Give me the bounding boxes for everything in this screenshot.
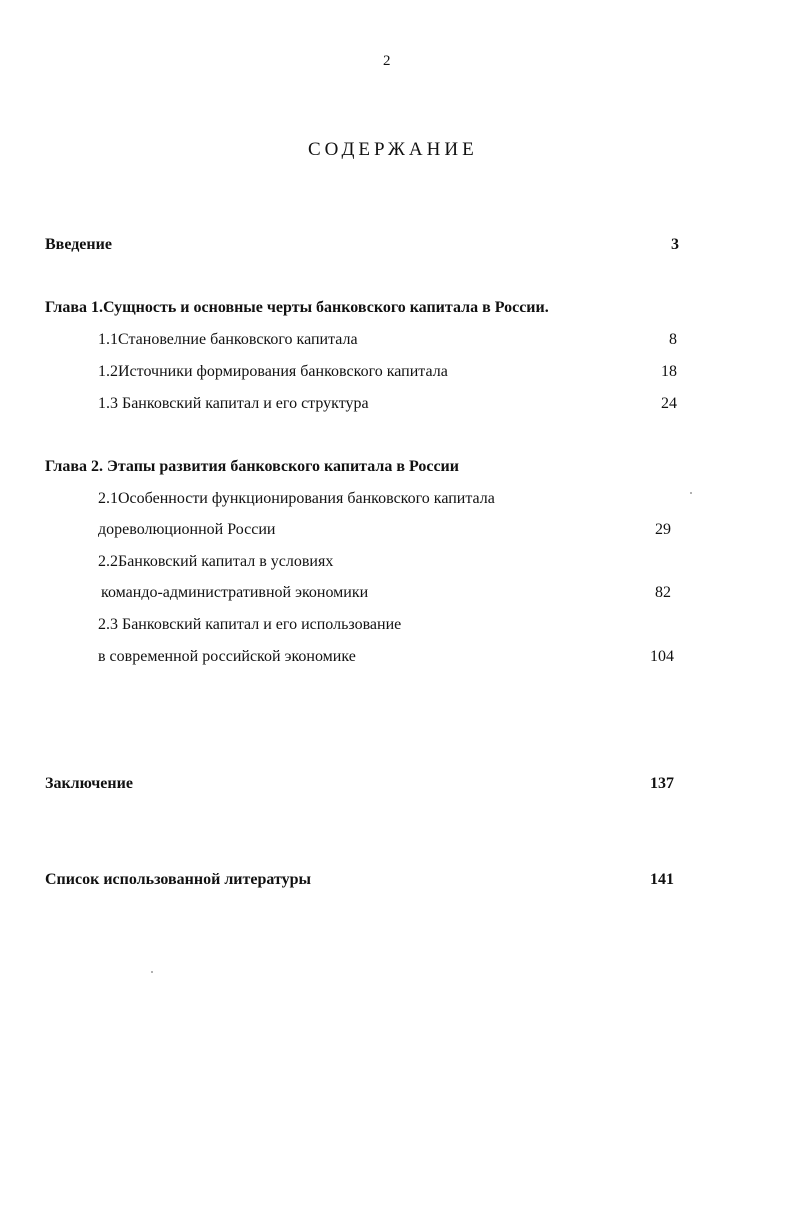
toc-conclusion-page: 137 xyxy=(650,775,674,792)
toc-intro-page: 3 xyxy=(671,236,679,253)
toc-section-2-2-page: 82 xyxy=(655,584,671,601)
scan-speck xyxy=(690,492,692,494)
toc-section-2-1-line2: дореволюционной России xyxy=(98,521,276,538)
toc-section-2-2-line2: командо-административной экономики xyxy=(101,584,369,601)
toc-bibliography-label: Список использованной литературы xyxy=(45,871,311,888)
toc-section-1-3-label: 1.3 Банковский капитал и его структура xyxy=(98,395,369,412)
page-number: 2 xyxy=(383,53,391,69)
toc-section-2-3-line1: 2.3 Банковский капитал и его использование xyxy=(98,616,402,633)
toc-section-2-1-line1: 2.1Особенности функционирования банковского капитала xyxy=(98,490,495,507)
toc-chapter2-heading: Глава 2. Этапы развития банковского капитала в России xyxy=(45,458,459,475)
toc-section-2-3-page: 104 xyxy=(650,648,674,665)
toc-chapter1-heading: Глава 1.Сущность и основные черты банковского капитала в России. xyxy=(45,299,549,316)
toc-section-2-2-line1: 2.2Банковский капитал в условиях xyxy=(98,553,334,570)
toc-section-2-1-page: 29 xyxy=(655,521,671,538)
toc-section-1-3-page: 24 xyxy=(661,395,677,412)
toc-title: СОДЕРЖАНИЕ xyxy=(308,139,478,160)
toc-section-2-3-line2: в современной российской экономике xyxy=(98,648,356,665)
toc-section-1-2-page: 18 xyxy=(661,363,677,380)
toc-section-1-1-page: 8 xyxy=(669,331,677,348)
toc-conclusion-label: Заключение xyxy=(45,775,133,792)
toc-bibliography-page: 141 xyxy=(650,871,674,888)
toc-intro-label: Введение xyxy=(45,236,112,253)
scan-speck xyxy=(151,971,153,973)
toc-section-1-2-label: 1.2Источники формирования банковского капитала xyxy=(98,363,448,380)
toc-section-1-1-label: 1.1Становелние банковского капитала xyxy=(98,331,358,348)
